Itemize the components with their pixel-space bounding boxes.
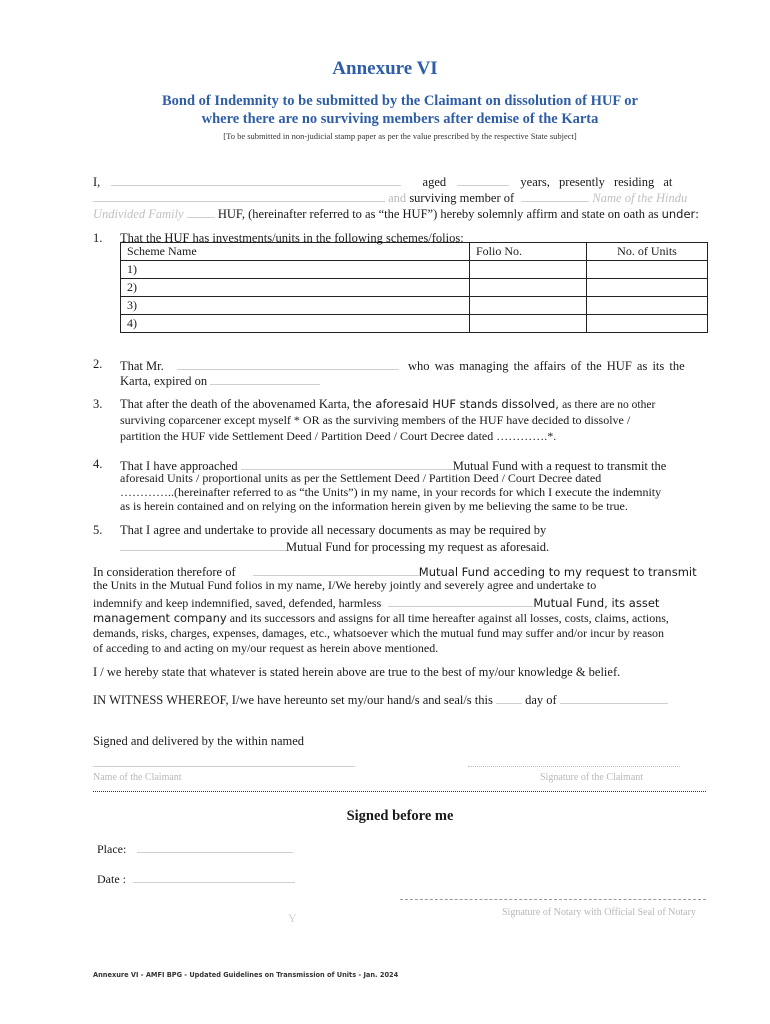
intro-surviving-member: surviving member of [409, 191, 515, 205]
intro-name-hindu: Name of the Hindu [592, 191, 688, 205]
signed-delivered-text: Signed and delivered by the within named [93, 734, 305, 748]
age-field[interactable] [457, 173, 509, 186]
statement-text: I / we hereby state that whatever is stated herein above are true to the best of my/our knowledge & belief. [93, 665, 621, 679]
item-2-that-mr: That Mr. [120, 359, 164, 373]
consideration-amc: management company [93, 611, 227, 625]
item-1-text: That the HUF has investments/units in the following schemes/folios: [120, 231, 464, 245]
scheme-cell[interactable]: 3) [121, 297, 470, 315]
intro-undivided-family: Undivided Family [93, 207, 184, 221]
name-of-claimant-label: Name of the Claimant [93, 772, 182, 783]
folio-cell[interactable] [470, 279, 587, 297]
header-folio-no: Folio No. [470, 243, 587, 261]
item-3-line-3: partition the HUF vide Settlement Deed / Partition Deed / Court Decree dated ………….*. [120, 429, 557, 443]
mutual-fund-name-field-4[interactable] [388, 594, 533, 607]
witness-day-field[interactable] [496, 691, 522, 704]
intro-i: I, [93, 175, 101, 189]
item-4-line-3: …………..(hereinafter referred to as “the Units”) in my name, in your records for which I execute the indemnity [120, 485, 662, 499]
consideration-text-d: Mutual Fund, its asset [533, 596, 660, 610]
item-3-line-2: surviving coparcener except myself * OR as the surviving members of the HUF have decided to dissolve / [120, 413, 631, 427]
table-header-row [121, 243, 708, 261]
folio-cell[interactable] [470, 315, 587, 333]
table-row [121, 297, 708, 315]
item-3-text-a: That after the death of the abovenamed Karta, [120, 397, 350, 411]
scheme-cell[interactable]: 4) [121, 315, 470, 333]
subtitle-line-1: Bond of Indemnity to be submitted by the Claimant on dissolution of HUF or [161, 93, 638, 109]
item-4-text-b: Mutual Fund with a request to transmit the [452, 459, 667, 473]
item-2-managing: who was managing the affairs of the HUF as its the [408, 359, 685, 373]
units-cell[interactable] [587, 297, 708, 315]
witness-day-of: day of [525, 693, 557, 707]
scheme-table [120, 242, 708, 333]
consideration-mutual-fund: Mutual Fund acceding to my request to transmit [418, 565, 697, 579]
section-divider [93, 791, 706, 792]
units-cell[interactable] [587, 279, 708, 297]
intro-line-3 [93, 205, 723, 223]
consideration-line-3 [93, 594, 713, 612]
huf-name-field-a[interactable] [521, 189, 589, 202]
signature-of-claimant-label: Signature of the Claimant [540, 772, 644, 783]
witness-month-field[interactable] [560, 691, 668, 704]
date-row [97, 870, 295, 888]
intro-line-1 [93, 173, 708, 191]
witness-line [93, 691, 668, 709]
subtitle-line-2: where there are no surviving members after demise of the Karta [201, 111, 599, 127]
consideration-line-4 [93, 611, 713, 627]
date-field[interactable] [133, 870, 295, 883]
date-label: Date : [97, 872, 126, 886]
stamp-paper-note: [To be submitted in non-judicial stamp paper as per the value prescribed by the respective State subject] [223, 131, 577, 141]
item-3-number: 3. [93, 397, 103, 411]
item-2-line-2 [120, 372, 320, 390]
units-cell[interactable] [587, 261, 708, 279]
page-footer: Annexure VI - AMFI BPG - Updated Guidelines on Transmission of Units - Jan. 2024 [93, 971, 399, 979]
notary-signature-line[interactable] [400, 899, 706, 900]
table-row [121, 279, 708, 297]
item-2-karta-expired: Karta, expired on [120, 374, 208, 388]
address-field[interactable] [93, 189, 385, 202]
table-row [121, 261, 708, 279]
item-3-text-b: the aforesaid HUF stands dissolved, [352, 397, 559, 411]
intro-line-2 [93, 189, 708, 207]
item-4-number: 4. [93, 457, 103, 471]
item-3-text-c: as there are no other [562, 399, 656, 411]
mutual-fund-name-field-1[interactable] [241, 457, 453, 470]
scheme-cell[interactable]: 2) [121, 279, 470, 297]
header-no-of-units: No. of Units [587, 243, 708, 261]
intro-under: under: [661, 207, 699, 221]
intro-years: years, presently residing at [520, 175, 673, 189]
consideration-line-5: demands, risks, charges, expenses, damages, etc., whatsoever which the mutual fund may suffer and/or incur by reason [93, 626, 665, 640]
notary-signature-label: Signature of Notary with Official Seal of Notary [502, 907, 696, 918]
item-4-line-2: aforesaid Units / proportional units as per the Settlement Deed / Partition Deed / Court Decree dated [120, 471, 602, 485]
consideration-text-c: indemnify and keep indemnified, saved, defended, harmless [93, 596, 382, 610]
signed-before-me-heading: Signed before me [346, 808, 454, 824]
witness-text: IN WITNESS WHEREOF, I/we have hereunto set my/our hand/s and seal/s this [93, 693, 493, 707]
consideration-text-e: and its successors and assigns for all time hereafter against all losses, costs, claims, actions, [226, 611, 669, 625]
page-title: Annexure VI [332, 58, 438, 79]
document-subtitle [100, 92, 700, 128]
place-label: Place: [97, 842, 127, 856]
consideration-text-a: In consideration therefore of [93, 565, 236, 579]
place-field[interactable] [137, 840, 293, 853]
karta-name-field[interactable] [177, 357, 399, 370]
units-cell[interactable] [587, 315, 708, 333]
scheme-cell[interactable]: 1) [121, 261, 470, 279]
item-5-line-2 [120, 538, 549, 556]
item-5-text-b: Mutual Fund for processing my request as aforesaid. [286, 540, 550, 554]
huf-name-field-b[interactable] [187, 205, 215, 218]
mutual-fund-name-field-3[interactable] [253, 563, 419, 576]
item-4-text-a: That I have approached [120, 459, 238, 473]
claimant-name-field[interactable] [111, 173, 401, 186]
item-4-line-4: as is herein contained and on relying on the information herein given by me believing the same to be true. [120, 499, 628, 513]
intro-and: and [388, 191, 407, 205]
table-row [121, 315, 708, 333]
intro-huf-text: HUF, (hereinafter referred to as “the HUF”) hereby solemnly affirm and state on oath as [217, 207, 659, 221]
place-row [97, 840, 293, 858]
claimant-signature-line[interactable] [468, 766, 680, 767]
header-scheme-name: Scheme Name [121, 243, 470, 261]
intro-aged: aged [422, 175, 447, 189]
consideration-line-6: of acceding to and acting on my/our request as herein above mentioned. [93, 641, 439, 655]
item-5-number: 5. [93, 523, 103, 537]
claimant-name-line[interactable] [93, 766, 355, 767]
consideration-line-2: the Units in the Mutual Fund folios in my name, I/We hereby jointly and severely agree and undertake to [93, 578, 597, 592]
mutual-fund-name-field-2[interactable] [120, 538, 286, 551]
item-2-number: 2. [93, 357, 103, 371]
faint-mark: Y [288, 911, 297, 925]
expiry-date-field[interactable] [210, 372, 320, 385]
item-3-line-1 [120, 397, 710, 414]
folio-cell[interactable] [470, 261, 587, 279]
item-1-number: 1. [93, 231, 103, 245]
item-5-line-1: That I agree and undertake to provide all necessary documents as may be required by [120, 523, 547, 537]
folio-cell[interactable] [470, 297, 587, 315]
